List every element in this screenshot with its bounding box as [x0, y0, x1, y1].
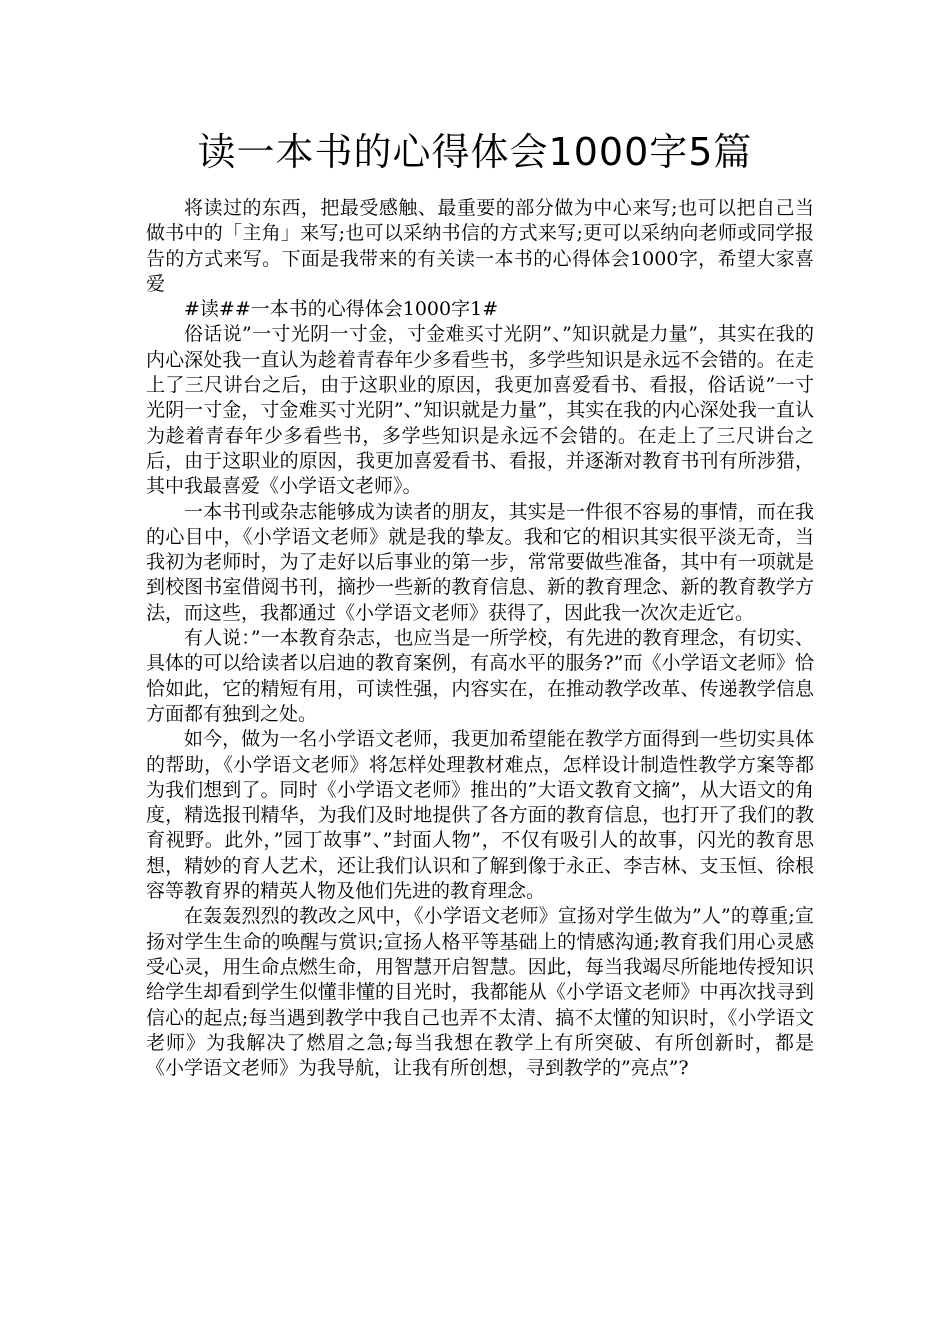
section-heading: #读##一本书的心得体会1000字1#	[184, 298, 499, 321]
document-title: 读一本书的心得体会1000字5篇	[197, 130, 753, 174]
document-body	[146, 196, 814, 1081]
intro-paragraph: 将读过的东西，把最受感触、最重要的部分做为中心来写;也可以把自己当做书中的「主角」来写;也可以采纳书信的方式来写;更可以采纳向老师或同学报告的方式来写。下面是我带来的有关读一本书的心得体会1000字，希望大家喜爱	[146, 197, 814, 295]
body-paragraph: 在轰轰烈烈的教改之风中，《小学语文老师》宣扬对学生做为”人”的尊重;宣扬对学生生命的唤醒与赏识;宣扬人格平等基础上的情感沟通;教育我们用心灵感受心灵，用生命点燃生命，用智慧开启智慧。因此，每当我竭尽所能地传授知识给学生却看到学生似懂非懂的目光时，我都能从《小学语文老师》中再次找寻到信心的起点;每当遇到教学中我自己也弄不太清、搞不太懂的知识时，《小学语文老师》为我解决了燃眉之急;每当我想在教学上有所突破、有所创新时，都是《小学语文老师》为我导航，让我有所创想，寻到教学的”亮点”?	[146, 905, 814, 1080]
body-paragraph: 有人说：”一本教育杂志，也应当是一所学校，有先进的教育理念，有切实、具体的可以给读者以启迪的教育案例，有高水平的服务?”而《小学语文老师》恰恰如此，它的精短有用，可读性强，内容实在，在推动教学改革、传递教学信息方面都有独到之处。	[146, 627, 814, 725]
body-paragraph: 俗话说”一寸光阴一寸金，寸金难买寸光阴”、”知识就是力量”，其实在我的内心深处我一直认为趁着青春年少多看些书，多学些知识是永远不会错的。在走上了三尺讲台之后，由于这职业的原因，我更加喜爱看书、看报，俗话说”一寸光阴一寸金，寸金难买寸光阴”、”知识就是力量”，其实在我的内心深处我一直认为趁着青春年少多看些书，多学些知识是永远不会错的。在走上了三尺讲台之后，由于这职业的原因，我更加喜爱看书、看报，并逐渐对教育书刊有所涉猎，其中我最喜爱《小学语文老师》。	[146, 323, 814, 498]
body-paragraph: 一本书刊或杂志能够成为读者的朋友，其实是一件很不容易的事情，而在我的心目中，《小学语文老师》就是我的挚友。我和它的相识其实很平淡无奇，当我初为老师时，为了走好以后事业的第一步，常常要做些准备，其中有一项就是到校图书室借阅书刊，摘抄一些新的教育信息、新的教育理念、新的教育教学方法，而这些，我都通过《小学语文老师》获得了，因此我一次次走近它。	[146, 500, 814, 624]
body-paragraph: 如今，做为一名小学语文老师，我更加希望能在教学方面得到一些切实具体的帮助，《小学语文老师》将怎样处理教材难点，怎样设计制造性教学方案等都为我们想到了。同时《小学语文老师》推出的”大语文教育文摘”，从大语文的角度，精选报刊精华，为我们及时地提供了各方面的教育信息，也打开了我们的教育视野。此外，”园丁故事”、”封面人物”，不仅有吸引人的故事，闪光的教育思想，精妙的育人艺术，还让我们认识和了解到像于永正、李吉林、支玉恒、徐根容等教育界的精英人物及他们先进的教育理念。	[146, 728, 814, 903]
